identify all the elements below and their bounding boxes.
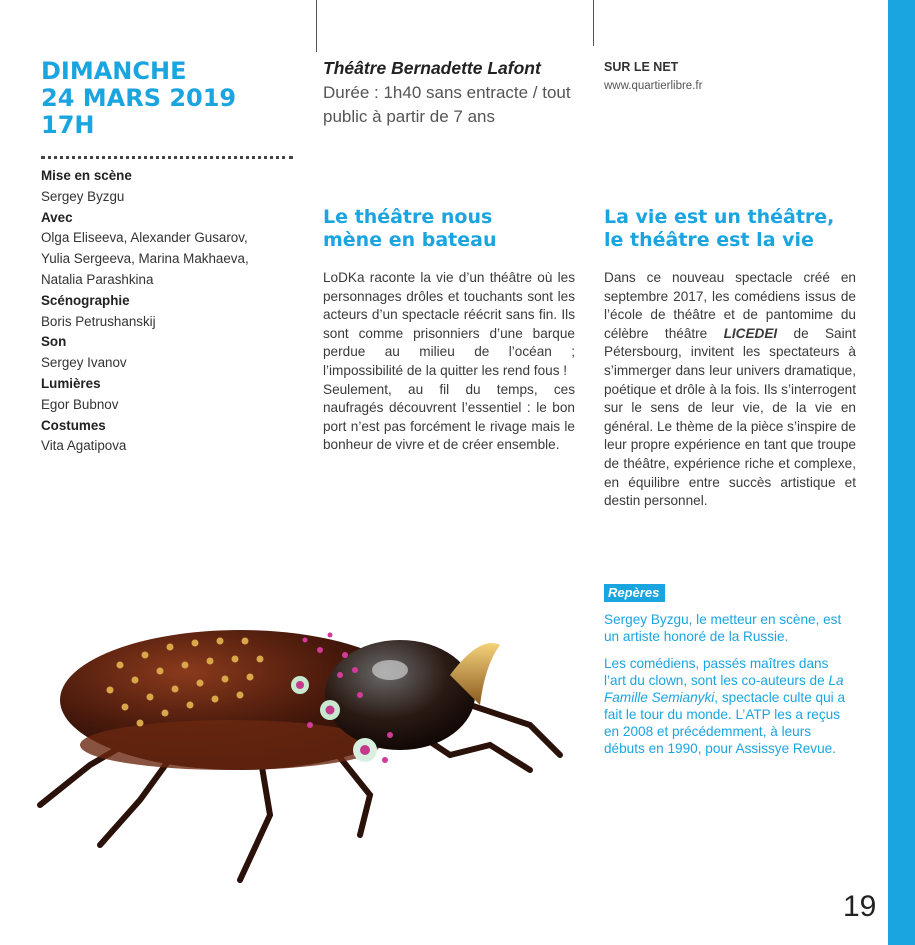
event-time: 17H — [41, 111, 95, 139]
article2-title — [604, 206, 834, 252]
licedei-name: LICEDEI — [723, 325, 778, 341]
credit-name: Olga Eliseeva, Alexander Gusarov, — [41, 230, 248, 246]
credit-name: Egor Bubnov — [41, 396, 119, 412]
reperes-paragraph — [604, 655, 854, 757]
column-divider-2 — [593, 0, 594, 46]
credit-role: Mise en scène — [41, 168, 132, 183]
article1-title — [323, 206, 496, 252]
reperes-p2 — [604, 655, 854, 757]
page-number: 19 — [843, 890, 877, 923]
reperes-text: , spectacle culte qui a fait le tour du monde. L’ATP les a reçus en 2008 et précédemment, à leurs débuts en 1990, pour Assissye Revue. — [604, 690, 846, 756]
credit-role: Scénographie — [41, 292, 130, 308]
article2-body — [604, 269, 856, 511]
credit-name: Sergey Ivanov — [41, 355, 127, 371]
article1-paragraph: LoDKa raconte la vie d’un théâtre où les personnages drôles et touchants sont les acteurs d’un spectacle réécrit sans fin. Ils sont comme prisonniers d’une barque perdue au milieu de l’océan ; l’impossibilité de la quitter les rend fous ! — [323, 270, 575, 378]
credit-name: Yulia Sergeeva, Marina Makhaeva, — [41, 251, 249, 267]
column-divider-1 — [316, 0, 317, 52]
credit-name: Natalia Parashkina — [41, 271, 154, 287]
article2-title-line1: La vie est un théâtre, — [604, 206, 835, 228]
credit-name: Boris Petrushanskij — [41, 313, 156, 329]
web-label: SUR LE NET — [604, 60, 679, 74]
article2-text: Dans ce nouveau spectacle créé en septembre 2017, les comédiens issus de l’école de théâtre et de pantomime du célèbre théâtre — [604, 270, 856, 341]
venue-block — [323, 56, 583, 130]
reperes-label: Repères — [604, 584, 665, 602]
venue-info: Durée : 1h40 sans entracte / tout public à partir de 7 ans — [323, 82, 571, 126]
event-day: DIMANCHE — [41, 57, 187, 85]
credit-role: Costumes — [41, 417, 106, 433]
dotted-divider — [41, 156, 293, 159]
reperes-p1 — [604, 611, 854, 645]
credit-name: Sergey Byzgu — [41, 188, 125, 204]
article2-text: de Saint Pétersbourg, invitent les spectateurs à s’immerger dans leur univers dramatique, poétique et drôle à la fois. Ils s’interrogent sur le sens de leur vie, de la vie en général. Le thème de la pièce s’inspire de leur propre expérience en tant que troupe de théâtre, expérience riche et complexe, en équilibre entre succès artistique et destin personnel. — [604, 325, 856, 509]
beetle-illustration — [30, 595, 575, 895]
article1-title-line2: mène en bateau — [323, 229, 497, 251]
web-link[interactable]: www.quartierlibre.fr — [604, 80, 703, 92]
credit-role: Avec — [41, 209, 73, 225]
show-title: La Famille Semianyki — [604, 673, 844, 705]
credit-name: Vita Agatipova — [41, 438, 127, 454]
accent-band — [888, 0, 915, 945]
reperes-text: Les comédiens, passés maîtres dans l’art du clown, sont les co-auteurs de — [604, 656, 829, 688]
venue-name: Théâtre Bernadette Lafont — [323, 58, 541, 78]
article1-body — [323, 269, 575, 455]
credits-list — [41, 166, 296, 457]
article1-title-line1: Le théâtre nous — [323, 206, 493, 228]
credit-role: Son — [41, 334, 67, 350]
credit-role: Lumières — [41, 375, 101, 391]
article2-title-line2: le théâtre est la vie — [604, 229, 814, 251]
event-date — [41, 58, 236, 139]
event-full-date: 24 MARS 2019 — [41, 84, 237, 112]
article2-paragraph — [604, 269, 856, 511]
reperes-paragraph: Sergey Byzgu, le metteur en scène, est un artiste honoré de la Russie. — [604, 612, 842, 644]
article1-paragraph: Seulement, au fil du temps, ces naufragés découvrent l’essentiel : le bon port n’est pas forcément le rivage mais le bonheur de vivre et de créer ensemble. — [323, 381, 575, 453]
